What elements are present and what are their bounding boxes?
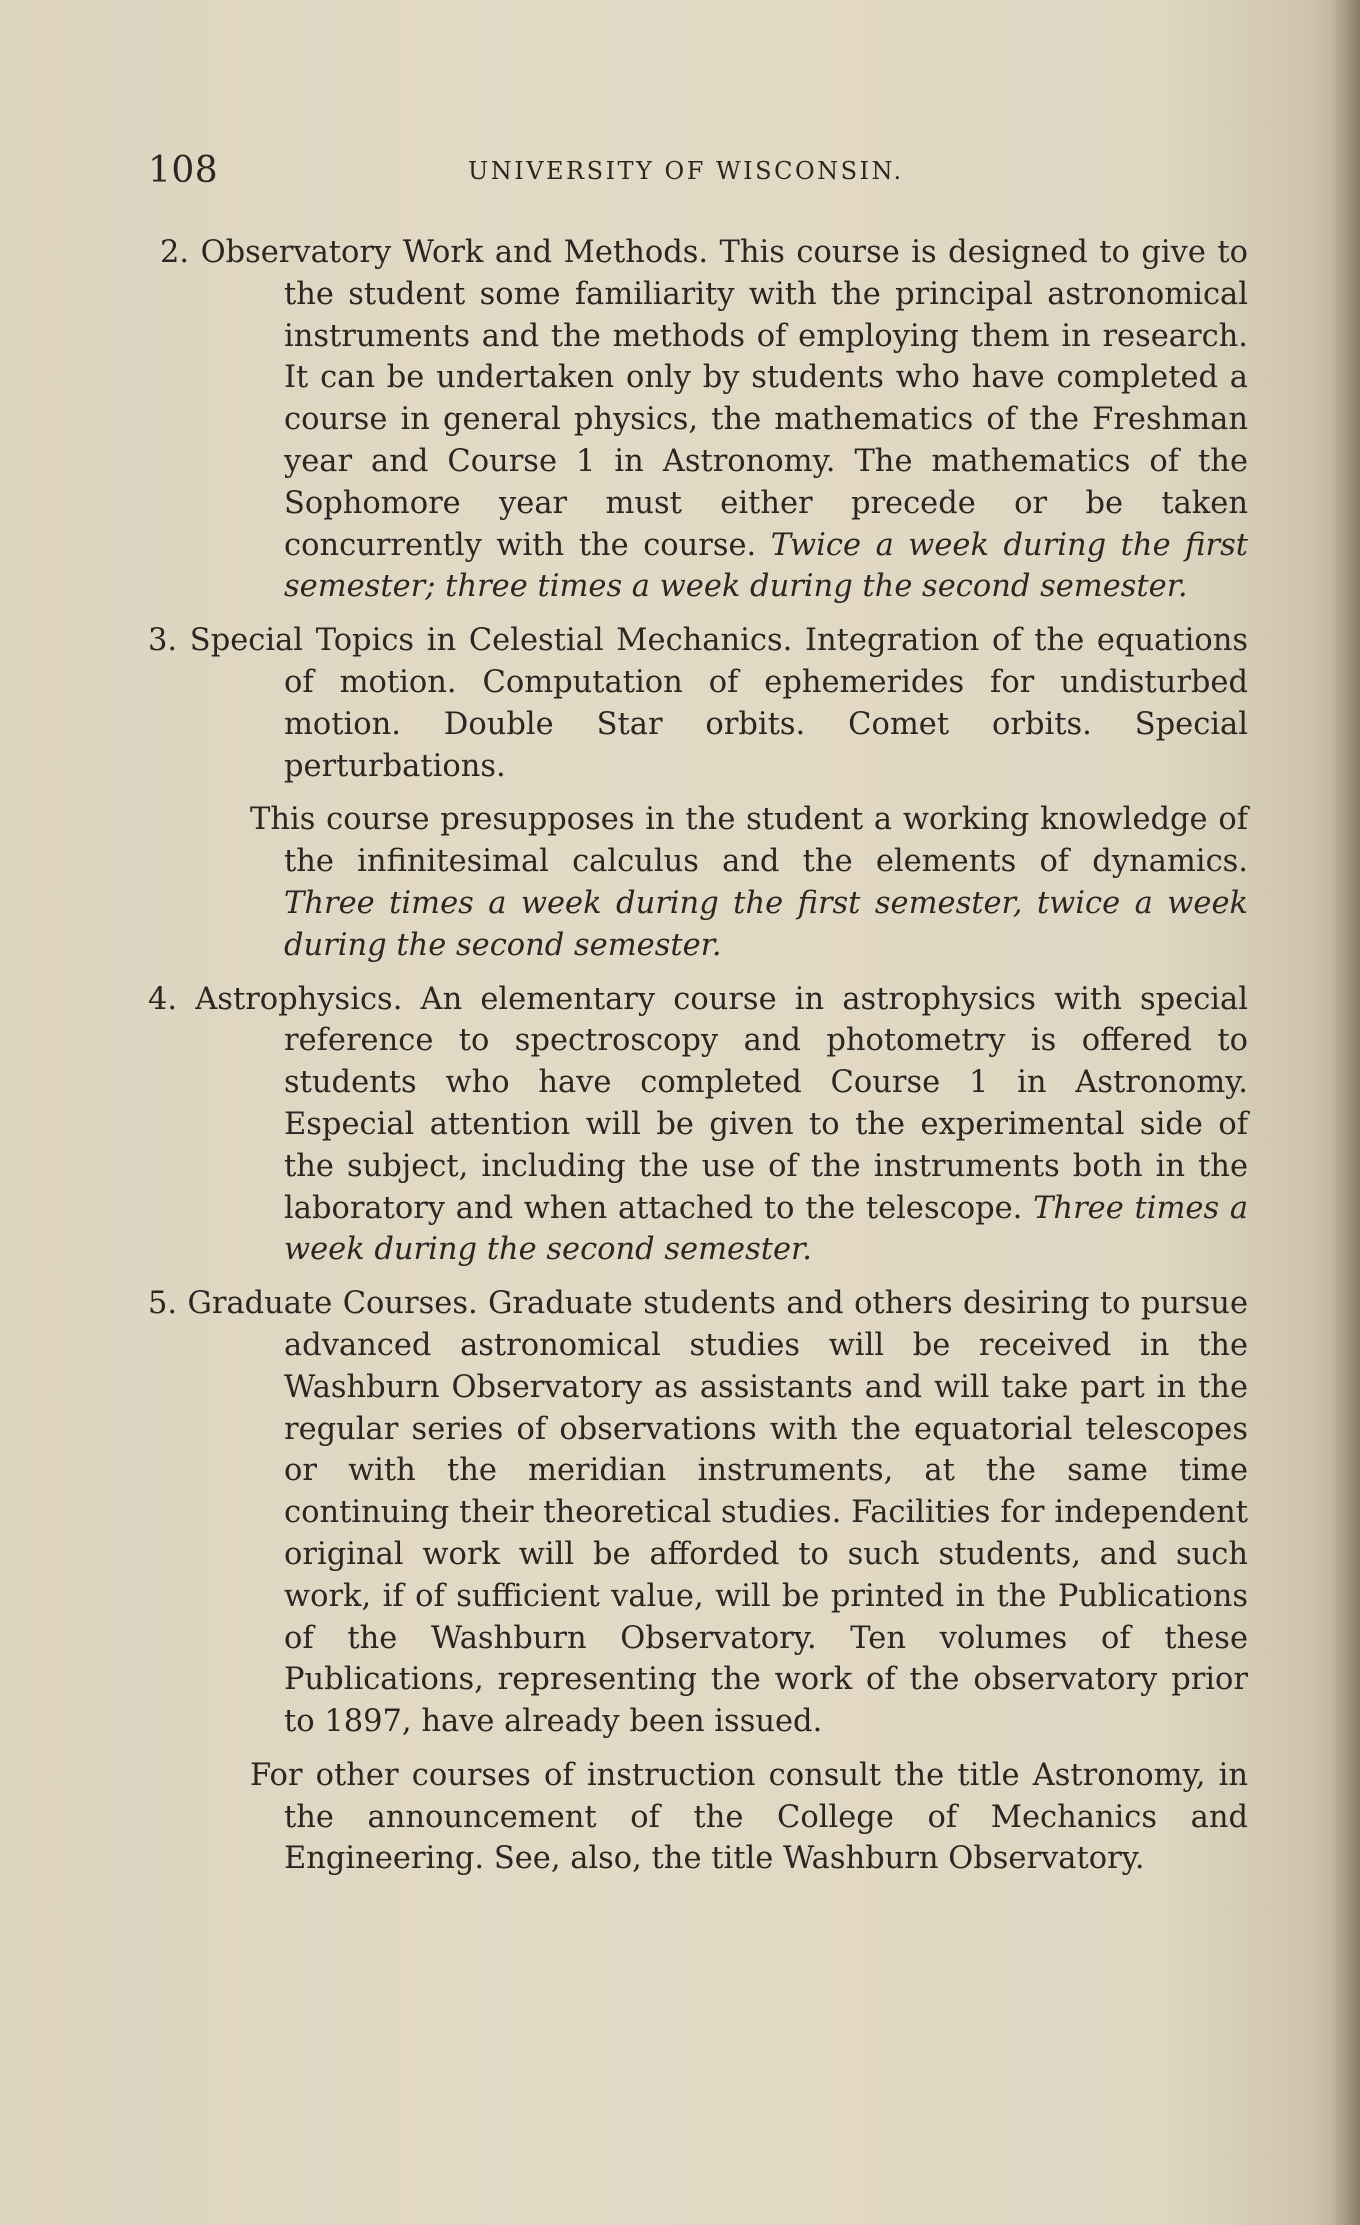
course-description: Astrophysics. An elementary course in astrophysics with special reference to spectroscopy and photometry is offered to students who have completed Course 1 in Astronomy. Especial attention will be given to the experimental side of the subject, including the use of the instruments both in the laboratory and when attached to the telescope. (195, 981, 1248, 1226)
course-description: Observatory Work and Methods. This course is designed to give to the student some familiarity with the principal astronomical instruments and the methods of employing them in research. It can be undertaken only by students who have completed a course in general physics, the mathematics of the Freshman year and Course 1 in Astronomy. The mathematics of the Sophomore year must either precede or be taken concurrently with the course. (200, 235, 1248, 563)
running-head: UNIVERSITY OF WISCONSIN. (468, 157, 904, 185)
course-entry-4 (148, 979, 1248, 1272)
course-schedule: Twice a week during the first semester; three times a week during the second semester. (284, 527, 1248, 605)
course-entry-3 (148, 620, 1248, 787)
course-number: 2. (160, 235, 190, 270)
page-header (148, 150, 1248, 190)
page-body (148, 232, 1248, 1892)
course-prerequisite: This course presupposes in the student a working knowledge of the infinitesimal calculus and the elements of dynamics. (250, 802, 1248, 880)
course-number: 5. (148, 1286, 178, 1322)
course-entry-2 (148, 232, 1248, 608)
closing-note: For other courses of instruction consult the title Astronomy, in the announcement of the College of Mechanics and Engineering. See, also, the title Washburn Observatory. (250, 1757, 1248, 1877)
course-entry-5 (148, 1283, 1248, 1743)
course-description: Graduate Courses. Graduate students and others desiring to pursue advanced astronomical studies will be received in the Washburn Observatory as assistants and will take part in the regular series of observations with the equatorial telescopes or with the meridian instruments, at the same time continuing their theoretical studies. Facilities for independent original work will be afforded to such students, and such work, if of sufficient value, will be printed in the Publications of the Washburn Observatory. Ten volumes of these Publications, representing the work of the observatory prior to 1897, have already been issued. (187, 1286, 1248, 1740)
course-schedule: Three times a week during the first semester, twice a week during the second semester. (284, 885, 1248, 963)
course-schedule: Three times a week during the second semester. (284, 1190, 1248, 1268)
course-number: 4. (148, 981, 178, 1017)
binding-shadow (1330, 0, 1360, 2225)
page-number: 108 (148, 150, 219, 191)
course-note-3 (148, 799, 1248, 966)
course-description: Special Topics in Celestial Mechanics. Integration of the equations of motion. Computation of ephemerides for undisturbed motion. Double Star orbits. Comet orbits. Special perturbations. (189, 623, 1248, 784)
course-number: 3. (148, 623, 178, 659)
